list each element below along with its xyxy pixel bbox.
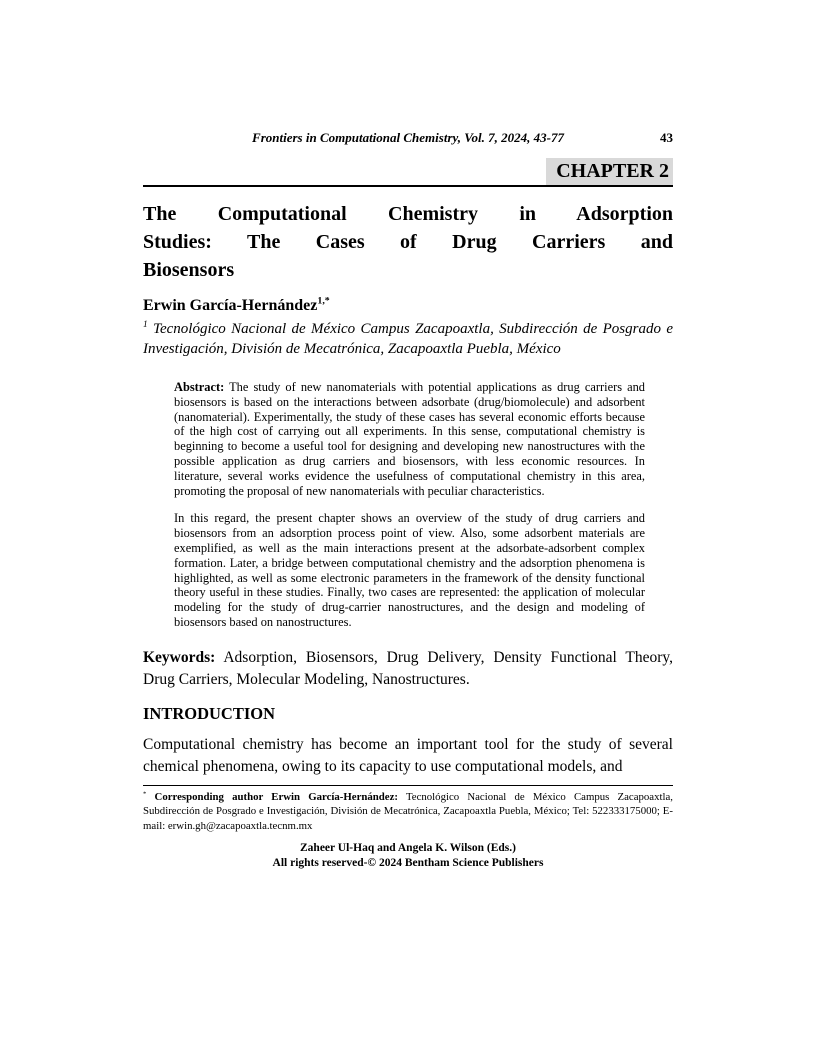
author-name: Erwin García-Hernández	[143, 297, 318, 314]
footer-editors: Zaheer Ul-Haq and Angela K. Wilson (Eds.)	[300, 841, 516, 854]
keywords-text: Adsorption, Biosensors, Drug Delivery, Density Functional Theory, Drug Carriers, Molecular Modeling, Nanostructures.	[143, 648, 673, 688]
footnote-text: Tecnológico Nacional de México Campus Zacapoaxtla, Subdirección de Posgrado e Investigación, División de Mecatrónica, Zacapoaxtla Puebla, México; Tel: 522333175000; E-mail: erwin.gh@zacapoaxtla.tecnm.mx	[143, 790, 673, 832]
author-line	[143, 297, 673, 315]
corresponding-author-footnote	[143, 785, 673, 834]
page-number: 43	[660, 130, 673, 145]
abstract-paragraph-1	[174, 380, 645, 498]
affiliation-text: Tecnológico Nacional de México Campus Zacapoaxtla, Subdirección de Posgrado e Investigación, División de Mecatrónica, Zacapoaxtla Puebla, México	[143, 321, 674, 357]
introduction-paragraph: Computational chemistry has become an important tool for the study of several chemical phenomena, owing to its capacity to use computational models, and	[143, 735, 673, 775]
footnote-bold-label: Corresponding author Erwin García-Hernández:	[154, 790, 398, 803]
running-header-title: Frontiers in Computational Chemistry, Vol. 7, 2024, 43-77	[252, 130, 564, 145]
abstract-paragraph-2: In this regard, the present chapter shows an overview of the study of drug carriers and biosensors from an adsorption process point of view. Also, some adsorbent materials are exemplified, as well as the main interactions present at the adsorbate-adsorbent complex formation. Later, a bridge between computational chemistry and the adsorption phenomena is highlighted, as well as some electronic parameters in the framework of the density functional theory useful in these studies. Finally, two cases are represented: the application of molecular modeling for the study of drug-carrier nanostructures, and the design and modeling of biosensors based on nanostructures.	[174, 511, 645, 629]
chapter-rule	[143, 158, 673, 187]
abstract-text-1: The study of new nanomaterials with potential applications as drug carriers and biosensors is based on the interactions between adsorbate (drug/biomolecule) and adsorbent (nanomaterial). Experimentally, the study of these cases has several economic efforts because of the high cost of carrying out all experiments. In this sense, computational chemistry is beginning to become a useful tool for designing and developing new nanostructures with the possible application as drug carriers and biosensors, with less economic resources. In literature, several works evidence the usefulness of computational chemistry in this area, promoting the proposal of new nanomaterials with peculiar characteristics.	[174, 380, 645, 498]
footer-rights: All rights reserved-© 2024 Bentham Science Publishers	[272, 856, 544, 869]
running-header	[143, 130, 673, 147]
chapter-title-line: The Computational Chemistry in Adsorption	[143, 203, 673, 225]
abstract-label: Abstract:	[174, 380, 225, 394]
chapter-title	[143, 200, 673, 284]
author-superscript: 1,*	[317, 295, 330, 307]
affiliation-marker: 1	[143, 320, 148, 330]
chapter-title-line: Studies: The Cases of Drug Carriers and	[143, 231, 673, 253]
chapter-badge: CHAPTER 2	[546, 158, 673, 185]
affiliation	[143, 319, 673, 359]
keywords-line	[143, 647, 673, 691]
footnote-marker: *	[143, 790, 147, 798]
keywords-label: Keywords:	[143, 648, 216, 666]
publisher-footer	[143, 841, 673, 871]
introduction-heading: INTRODUCTION	[143, 703, 276, 723]
chapter-title-line: Biosensors	[143, 259, 235, 281]
abstract-block	[174, 380, 645, 630]
